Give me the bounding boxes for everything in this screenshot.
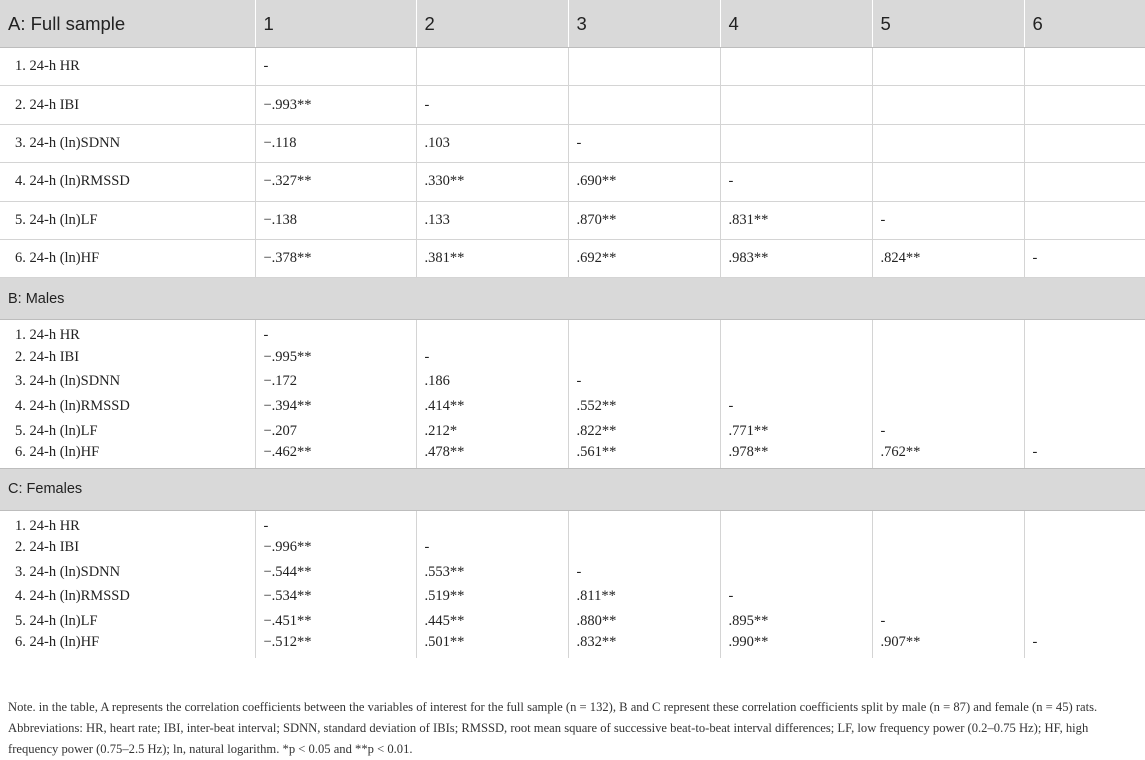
table-row — [0, 443, 1145, 468]
correlation-cell — [872, 124, 1024, 162]
variable-label: 3. 24-h (ln)SDNN — [15, 373, 121, 390]
correlation-cell: .771** — [720, 419, 872, 444]
correlation-cell — [720, 86, 872, 124]
correlation-cell: .811** — [568, 585, 720, 610]
table-row — [0, 394, 1145, 419]
correlation-cell: .445** — [416, 609, 568, 634]
correlation-cell: - — [720, 394, 872, 419]
header-cell-title: A: Full sample — [0, 0, 255, 48]
table-row — [0, 48, 1145, 86]
correlation-cell — [872, 536, 1024, 561]
correlation-cell: −.544** — [255, 560, 416, 585]
correlation-cell — [568, 320, 720, 345]
variable-label: 2. 24-h IBI — [15, 348, 80, 365]
correlation-cell: - — [872, 419, 1024, 444]
correlation-cell: .983** — [720, 239, 872, 277]
correlation-cell: .692** — [568, 239, 720, 277]
correlation-cell: .870** — [568, 201, 720, 239]
header-cell-3: 3 — [568, 0, 720, 48]
correlation-cell: .561** — [568, 443, 720, 468]
correlation-cell: - — [1024, 634, 1145, 659]
variable-label: 5. 24-h (ln)LF — [0, 201, 255, 239]
correlation-cell — [1024, 394, 1145, 419]
correlation-cell — [416, 320, 568, 345]
table-row — [0, 86, 1145, 124]
correlation-cell — [1024, 345, 1145, 370]
correlation-cell: −.462** — [255, 443, 416, 468]
correlation-cell: −.996** — [255, 536, 416, 561]
correlation-cell — [872, 48, 1024, 86]
table-row — [0, 163, 1145, 201]
header-cell-2: 2 — [416, 0, 568, 48]
correlation-cell: .822** — [568, 419, 720, 444]
variable-label: 6. 24-h (ln)HF — [15, 634, 100, 651]
table-header-row — [0, 0, 1145, 48]
variable-label: 5. 24-h (ln)LF — [15, 613, 98, 630]
table-row — [0, 370, 1145, 395]
correlation-cell: .330** — [416, 163, 568, 201]
correlation-cell — [1024, 560, 1145, 585]
correlation-cell: .519** — [416, 585, 568, 610]
variable-label: 4. 24-h (ln)RMSSD — [15, 397, 130, 414]
correlation-cell — [720, 345, 872, 370]
table-row — [0, 536, 1145, 561]
correlation-cell — [872, 370, 1024, 395]
correlation-cell — [720, 124, 872, 162]
table-row — [0, 609, 1145, 634]
section-header-row — [0, 468, 1145, 510]
correlation-cell: −.138 — [255, 201, 416, 239]
correlation-cell: .762** — [872, 443, 1024, 468]
correlation-cell — [720, 510, 872, 535]
correlation-cell: .553** — [416, 560, 568, 585]
correlation-cell: - — [720, 163, 872, 201]
correlation-cell — [1024, 320, 1145, 345]
table-row — [0, 239, 1145, 277]
correlation-cell — [568, 510, 720, 535]
correlation-cell: −.993** — [255, 86, 416, 124]
correlation-cell — [416, 48, 568, 86]
correlation-cell — [1024, 48, 1145, 86]
correlation-cell — [872, 510, 1024, 535]
correlation-cell — [1024, 609, 1145, 634]
correlation-cell: - — [416, 345, 568, 370]
variable-label: 1. 24-h HR — [15, 517, 80, 534]
variable-label: 6. 24-h (ln)HF — [0, 443, 255, 468]
correlation-cell: - — [255, 510, 416, 535]
variable-label: 2. 24-h IBI — [0, 86, 255, 124]
correlation-cell — [872, 560, 1024, 585]
correlation-cell: - — [255, 320, 416, 345]
header-cell-1: 1 — [255, 0, 416, 48]
correlation-cell: .133 — [416, 201, 568, 239]
variable-label: 4. 24-h (ln)RMSSD — [0, 163, 255, 201]
correlation-cell — [568, 536, 720, 561]
correlation-cell — [1024, 201, 1145, 239]
correlation-cell: −.995** — [255, 345, 416, 370]
correlation-cell — [720, 320, 872, 345]
variable-label: 6. 24-h (ln)HF — [0, 239, 255, 277]
table-row — [0, 585, 1145, 610]
correlation-cell — [1024, 124, 1145, 162]
correlation-cell: −.207 — [255, 419, 416, 444]
correlation-cell: - — [720, 585, 872, 610]
table-row — [0, 419, 1145, 444]
correlation-cell: - — [1024, 443, 1145, 468]
correlation-cell: .895** — [720, 609, 872, 634]
correlation-cell — [1024, 86, 1145, 124]
correlation-cell — [872, 394, 1024, 419]
correlation-cell: - — [568, 560, 720, 585]
correlation-cell: - — [568, 124, 720, 162]
correlation-cell — [568, 48, 720, 86]
correlation-cell: .212* — [416, 419, 568, 444]
correlation-cell: .978** — [720, 443, 872, 468]
correlation-cell: .186 — [416, 370, 568, 395]
header-cell-5: 5 — [872, 0, 1024, 48]
section-title: C: Females — [0, 468, 1145, 510]
correlation-cell: .824** — [872, 239, 1024, 277]
correlation-cell — [568, 345, 720, 370]
correlation-cell — [1024, 370, 1145, 395]
table-row — [0, 560, 1145, 585]
correlation-cell: .552** — [568, 394, 720, 419]
correlation-cell — [720, 560, 872, 585]
correlation-cell — [1024, 536, 1145, 561]
correlation-cell: .414** — [416, 394, 568, 419]
header-cell-6: 6 — [1024, 0, 1145, 48]
correlation-cell: - — [1024, 239, 1145, 277]
correlation-cell: - — [872, 201, 1024, 239]
correlation-cell: .907** — [872, 634, 1024, 659]
table-row — [0, 124, 1145, 162]
correlation-cell — [720, 536, 872, 561]
correlation-cell — [720, 48, 872, 86]
variable-label: 2. 24-h IBI — [15, 539, 80, 556]
section-title: B: Males — [0, 278, 1145, 320]
table-row — [0, 201, 1145, 239]
table-row — [0, 510, 1145, 535]
correlation-cell: .381** — [416, 239, 568, 277]
correlation-cell — [416, 510, 568, 535]
correlation-cell — [872, 345, 1024, 370]
correlation-cell: −.118 — [255, 124, 416, 162]
variable-label: 1. 24-h HR — [15, 327, 80, 344]
correlation-cell — [1024, 163, 1145, 201]
correlation-cell: −.327** — [255, 163, 416, 201]
correlation-cell: .831** — [720, 201, 872, 239]
correlation-cell: −.378** — [255, 239, 416, 277]
correlation-cell: −.394** — [255, 394, 416, 419]
correlation-cell: −.451** — [255, 609, 416, 634]
correlation-cell — [872, 585, 1024, 610]
table-row — [0, 320, 1145, 345]
variable-label: 5. 24-h (ln)LF — [15, 422, 98, 439]
correlation-cell: −.534** — [255, 585, 416, 610]
correlation-cell: .832** — [568, 634, 720, 659]
correlation-cell — [872, 320, 1024, 345]
correlation-cell — [872, 86, 1024, 124]
correlation-cell: .103 — [416, 124, 568, 162]
correlation-cell: −.172 — [255, 370, 416, 395]
correlation-cell: - — [872, 609, 1024, 634]
correlation-cell: .478** — [416, 443, 568, 468]
variable-label: 3. 24-h (ln)SDNN — [0, 124, 255, 162]
section-header-row — [0, 278, 1145, 320]
table-note: Note. in the table, A represents the correlation coefficients between the variables of interest for the full sample (n = 132), B and C represent these correlation coefficients split by male (n = 87) and female (n = 45) rats. Abbreviations: HR, heart rate; IBI, inter-beat interval; SDNN, standard deviation of IBIs; RMSSD, root mean square of successive beat-to-beat interval differences; LF, low frequency power (0.2–0.75 Hz); HF, high frequency power (0.75–2.5 Hz); ln, natural logarithm. *p < 0.05 and **p < 0.01. — [8, 700, 1098, 756]
correlation-cell — [1024, 419, 1145, 444]
correlation-cell: - — [416, 86, 568, 124]
table-row — [0, 345, 1145, 370]
correlation-cell: - — [568, 370, 720, 395]
variable-label: 4. 24-h (ln)RMSSD — [15, 588, 130, 605]
table-row — [0, 634, 1145, 659]
correlation-cell — [1024, 585, 1145, 610]
correlation-cell: −.512** — [255, 634, 416, 659]
correlation-cell — [568, 86, 720, 124]
correlation-cell: .880** — [568, 609, 720, 634]
correlation-cell: .690** — [568, 163, 720, 201]
correlation-cell — [720, 370, 872, 395]
header-cell-4: 4 — [720, 0, 872, 48]
correlation-cell: .990** — [720, 634, 872, 659]
correlation-cell: .501** — [416, 634, 568, 659]
variable-label: 1. 24-h HR — [0, 48, 255, 86]
correlation-cell — [872, 163, 1024, 201]
correlation-cell — [1024, 510, 1145, 535]
correlation-cell: - — [416, 536, 568, 561]
variable-label: 3. 24-h (ln)SDNN — [15, 563, 121, 580]
correlation-cell: - — [255, 48, 416, 86]
